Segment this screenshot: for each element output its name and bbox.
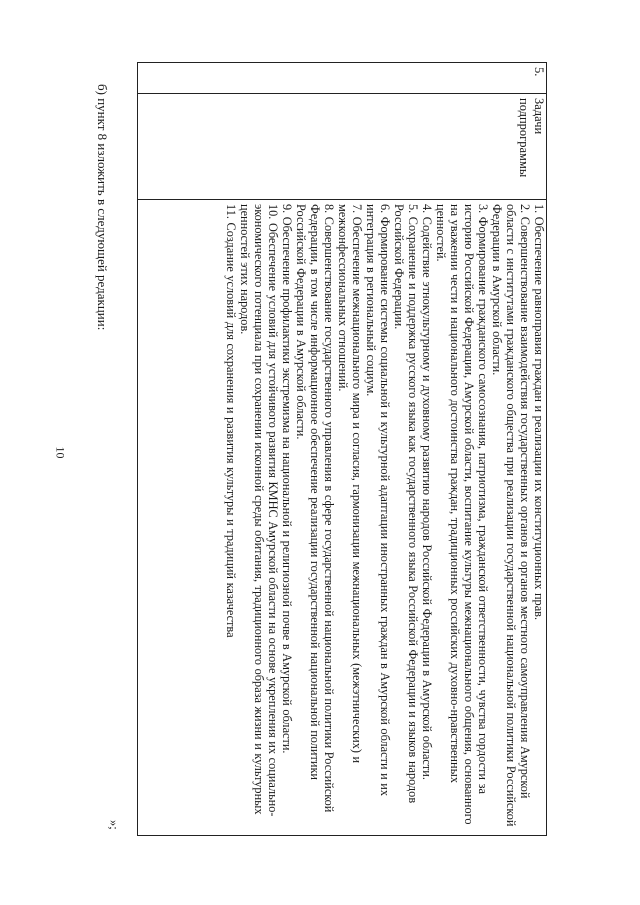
task-item: 6. Формирование системы социальной и культурной адаптации иностранных граждан в Амурской области и их интеграция в региональный социум.	[364, 204, 392, 796]
task-item: 4. Содействие этнокультурному и духовному развитию народов Российской Федерации в Амурской области.	[420, 204, 434, 780]
page-number: 10	[53, 446, 68, 459]
amendment-text: б) пункт 8 изложить в следующей редакции:	[95, 84, 110, 331]
row-label: Задачи подпрограммы	[138, 94, 547, 200]
task-item: 2. Совершенствование взаимодействия государственных органов и органов местного самоуправления Амурской области с институтами гражданского общества при реализации государственной национальной политики Российской Федерации в Амурской области.	[490, 204, 532, 827]
task-item: 7. Обеспечение межнационального мира и согласия, гармонизации межнациональных (межэтнических) и межконфессиональных отношений.	[336, 204, 364, 764]
landscape-sheet	[89, 24, 547, 879]
subprogram-table	[137, 62, 547, 836]
task-item: 3. Формирование гражданского самосознания, патриотизма, гражданской ответственности, чувства гордости за историю Российской Федерации, Амурской области, воспитание культуры межнационального общения, основанного на уважении чести и национального достоинства граждан, традиционных российских духовно-нравственных ценностей.	[434, 204, 490, 825]
task-item: 9. Обеспечение профилактики экстремизма на национальной и религиозной почве в Амурской области.	[280, 204, 294, 754]
task-item: 8. Совершенствование государственного управления в сфере государственной национальной политики Российской Федерации, в том числе информационное обеспечение реализации государственной национальной политики Российской Федерации в Амурской области.	[294, 204, 336, 813]
task-item: 10. Обеспечение условий для устойчивого развития КМНС Амурской области на основе укрепления их социально-экономического потенциала при сохранении исконной среды обитания, традиционного образа жизни и культурных ценностей этих народов.	[238, 204, 280, 817]
table-row	[138, 63, 547, 836]
task-item: 11. Создание условий для сохранения и развития культуры и традиций казачества	[224, 204, 238, 638]
row-number: 5.	[138, 63, 547, 94]
task-item: 5. Сохранение и поддержка русского языка как государственного языка Российской Федерации и языков народов Российской Федерации.	[392, 204, 420, 804]
tasks-cell	[138, 200, 547, 836]
task-item: 1. Обеспечение равноправия граждан и реализации их конституционных прав.	[532, 204, 546, 621]
closing-quote: »;	[107, 820, 121, 830]
